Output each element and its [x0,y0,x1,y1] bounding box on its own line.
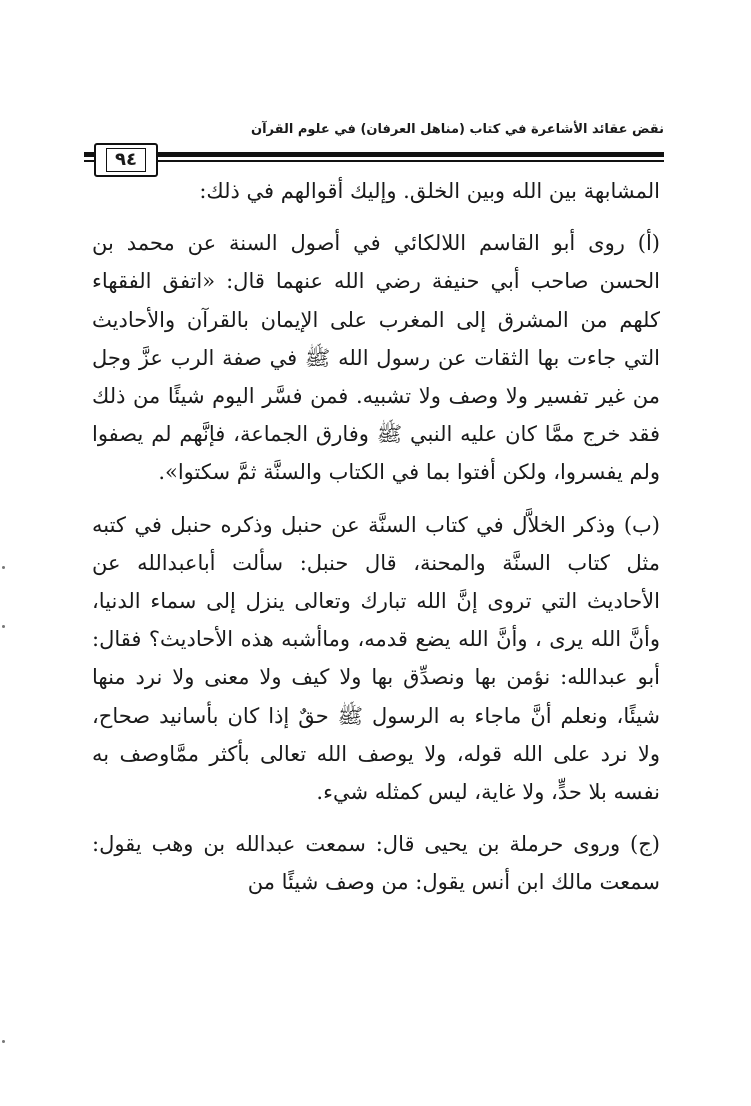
paragraph-jim: (ج) وروى حرملة بن يحيى قال: سمعت عبدالله بن وهب يقول: سمعت مالك ابن أنس يقول: من وصف شيئًا من [92,832,660,895]
paragraph-alif: (أ) روى أبو القاسم اللالكائي في أصول السنة عن محمد بن الحسن صاحب أبي حنيفة رضي الله عنهما قال: «اتفق الفقهاء كلهم من المشرق إلى المغرب على الإيمان بالقرآن والأحاديث التي جاءت بها الثقات عن رسول الله ﷺ في صفة الرب عزَّ وجل من غير تفسير ولا وصف ولا تشبيه. فمن فسَّر اليوم شيئًا من ذلك فقد خرج ممَّا كان عليه النبي ﷺ وفارق الجماعة، فإنَّهم لم يصفوا ولم يفسروا، ولكن أفتوا بما في الكتاب والسنَّة ثمَّ سكتوا». [92,231,660,485]
header-rule-thick [84,152,664,157]
paragraph-ba: (ب) وذكر الخلاَّل في كتاب السنَّة عن حنبل وذكره حنبل في كتبه مثل كتاب السنَّة والمحنة، قال حنبل: سألت أباعبدالله عن الأحاديث التي تروى إنَّ الله تبارك وتعالى ينزل إلى سماء الدنيا، وأنَّ الله يرى ، وأنَّ الله يضع قدمه، وماأشبه هذه الأحاديث؟ فقال: أبو عبدالله: نؤمن بها ونصدِّق بها ولا كيف ولا معنى ولا نرد منها شيئًا، ونعلم أنَّ ماجاء به الرسول ﷺ حقٌ إذا كان بأسانيد صحاح، ولا نرد على الله قوله، ولا يوصف الله تعالى بأكثر ممَّاوصف به نفسه بلا حدٍّ، ولا غاية، ليس كمثله شيء. [92,512,660,805]
scan-mark [2,625,5,628]
scan-mark [2,1040,5,1043]
page-number: ٩٤ [106,148,146,172]
running-title: نقض عقائد الأشاعرة في كتاب (مناهل العرفان) في علوم القرآن [251,122,664,137]
header-rule-thin [84,160,664,162]
body-text [92,172,660,902]
paragraph-continuation: المشابهة بين الله وبين الخلق. وإليك أقوالهم في ذلك: [199,179,660,203]
scan-mark [2,566,5,569]
